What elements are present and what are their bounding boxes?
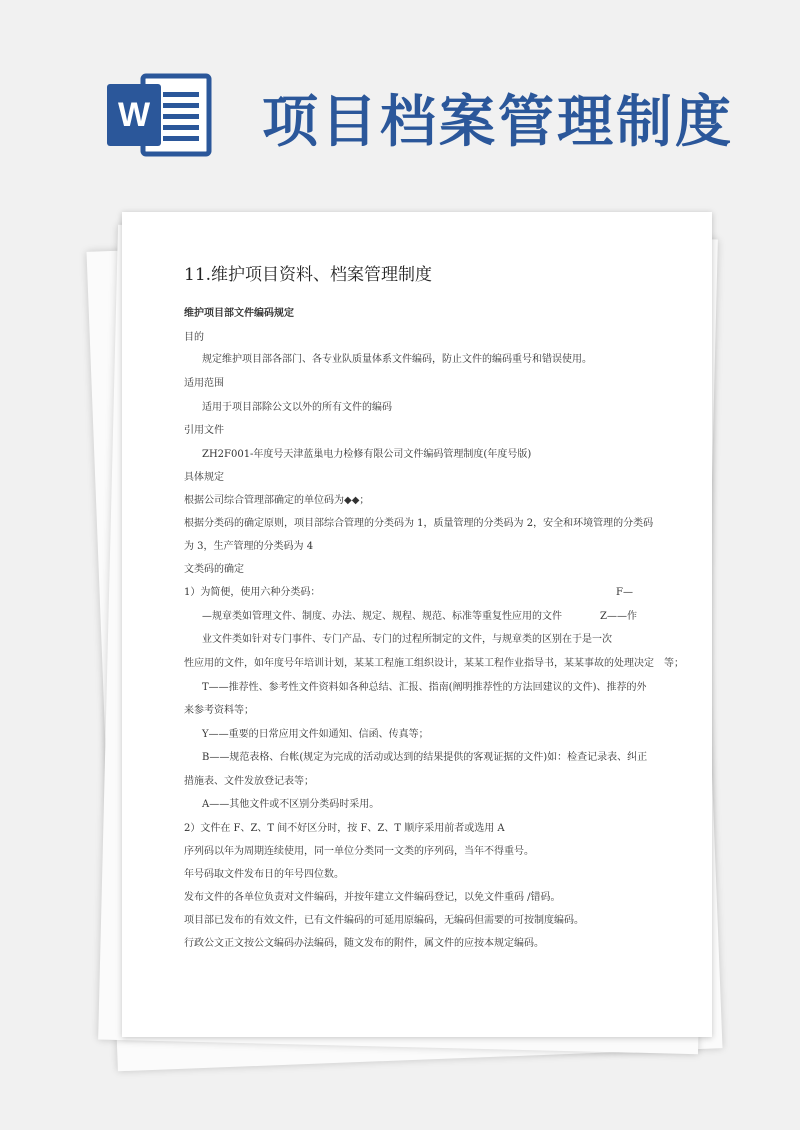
- doc-line: 根据公司综合管理部确定的单位码为◆◆；: [184, 495, 370, 506]
- doc-line: 具体规定: [184, 472, 224, 483]
- doc-line: 适用于项目部除公文以外的所有文件的编码: [202, 402, 392, 413]
- doc-line: T——推荐性、参考性文件资料如各种总结、汇报、指南(阐明推荐性的方法回建议的文件)、推荐的外: [202, 682, 647, 693]
- document-page: [122, 212, 712, 1037]
- doc-line: 规定维护项目部各部门、各专业队质量体系文件编码，防止文件的编码重号和错误使用。: [202, 354, 592, 365]
- page-heading: 11.维护项目资料、档案管理制度: [184, 265, 433, 285]
- doc-line: F—: [616, 587, 633, 598]
- document-title: 项目档案管理制度: [262, 90, 734, 155]
- word-icon-letter: W: [117, 96, 151, 134]
- doc-line: 为 3，生产管理的分类码为 4: [184, 541, 314, 552]
- doc-line: 引用文件: [184, 425, 224, 436]
- doc-line: A——其他文件或不区别分类码时采用。: [202, 799, 380, 810]
- doc-line: 目的: [184, 332, 204, 343]
- doc-line: 适用范围: [184, 378, 224, 389]
- word-document-icon: [105, 70, 215, 160]
- doc-line: 项目部已发布的有效文件，已有文件编码的可延用原编码，无编码但需要的可按制度编码。: [184, 915, 584, 926]
- doc-line: 业文件类如针对专门事件、专门产品、专门的过程所制定的文件，与规章类的区别在于是一次: [202, 634, 612, 645]
- doc-line: ZH2F001-年度号天津蓝巢电力检修有限公司文件编码管理制度(年度号版): [202, 449, 532, 460]
- doc-line: 序列码以年为周期连续使用，同一单位分类同一文类的序列码，当年不得重号。: [184, 846, 534, 857]
- doc-line: 来参考资料等；: [184, 705, 254, 716]
- doc-line: 文类码的确定: [184, 564, 244, 575]
- doc-line: 措施表、文件发放登记表等；: [184, 776, 314, 787]
- doc-line: 性应用的文件，如年度号年培训计划，某某工程施工组织设计，某某工程作业指导书，某某事故的处理决定 等；: [184, 658, 684, 669]
- doc-line: 年号码取文件发布日的年号四位数。: [184, 869, 344, 880]
- doc-line: B——规范表格、台帐(规定为完成的活动或达到的结果提供的客观证据的文件)如：检查记录表、纠正: [202, 752, 648, 763]
- doc-line: Z——作: [600, 611, 637, 622]
- doc-line: 维护项目部文件编码规定: [184, 308, 294, 319]
- doc-line: 1）为简便，使用六种分类码：: [184, 587, 321, 598]
- doc-line: 发布文件的各单位负责对文件编码，并按年建立文件编码登记，以免文件重码 /错码。: [184, 892, 561, 903]
- doc-line: 2）文件在 F、Z、T 间不好区分时，按 F、Z、T 顺序采用前者或选用 A: [184, 823, 505, 834]
- doc-line: 行政公文正文按公文编码办法编码，随文发布的附件，属文件的应按本规定编码。: [184, 938, 544, 949]
- doc-line: —规章类如管理文件、制度、办法、规定、规程、规范、标准等重复性应用的文件: [202, 611, 562, 622]
- page-header: [0, 0, 800, 200]
- doc-line: Y——重要的日常应用文件如通知、信函、传真等；: [202, 729, 429, 740]
- doc-line: 根据分类码的确定原则，项目部综合管理的分类码为 1，质量管理的分类码为 2，安全和环境管理的分类码: [184, 518, 654, 529]
